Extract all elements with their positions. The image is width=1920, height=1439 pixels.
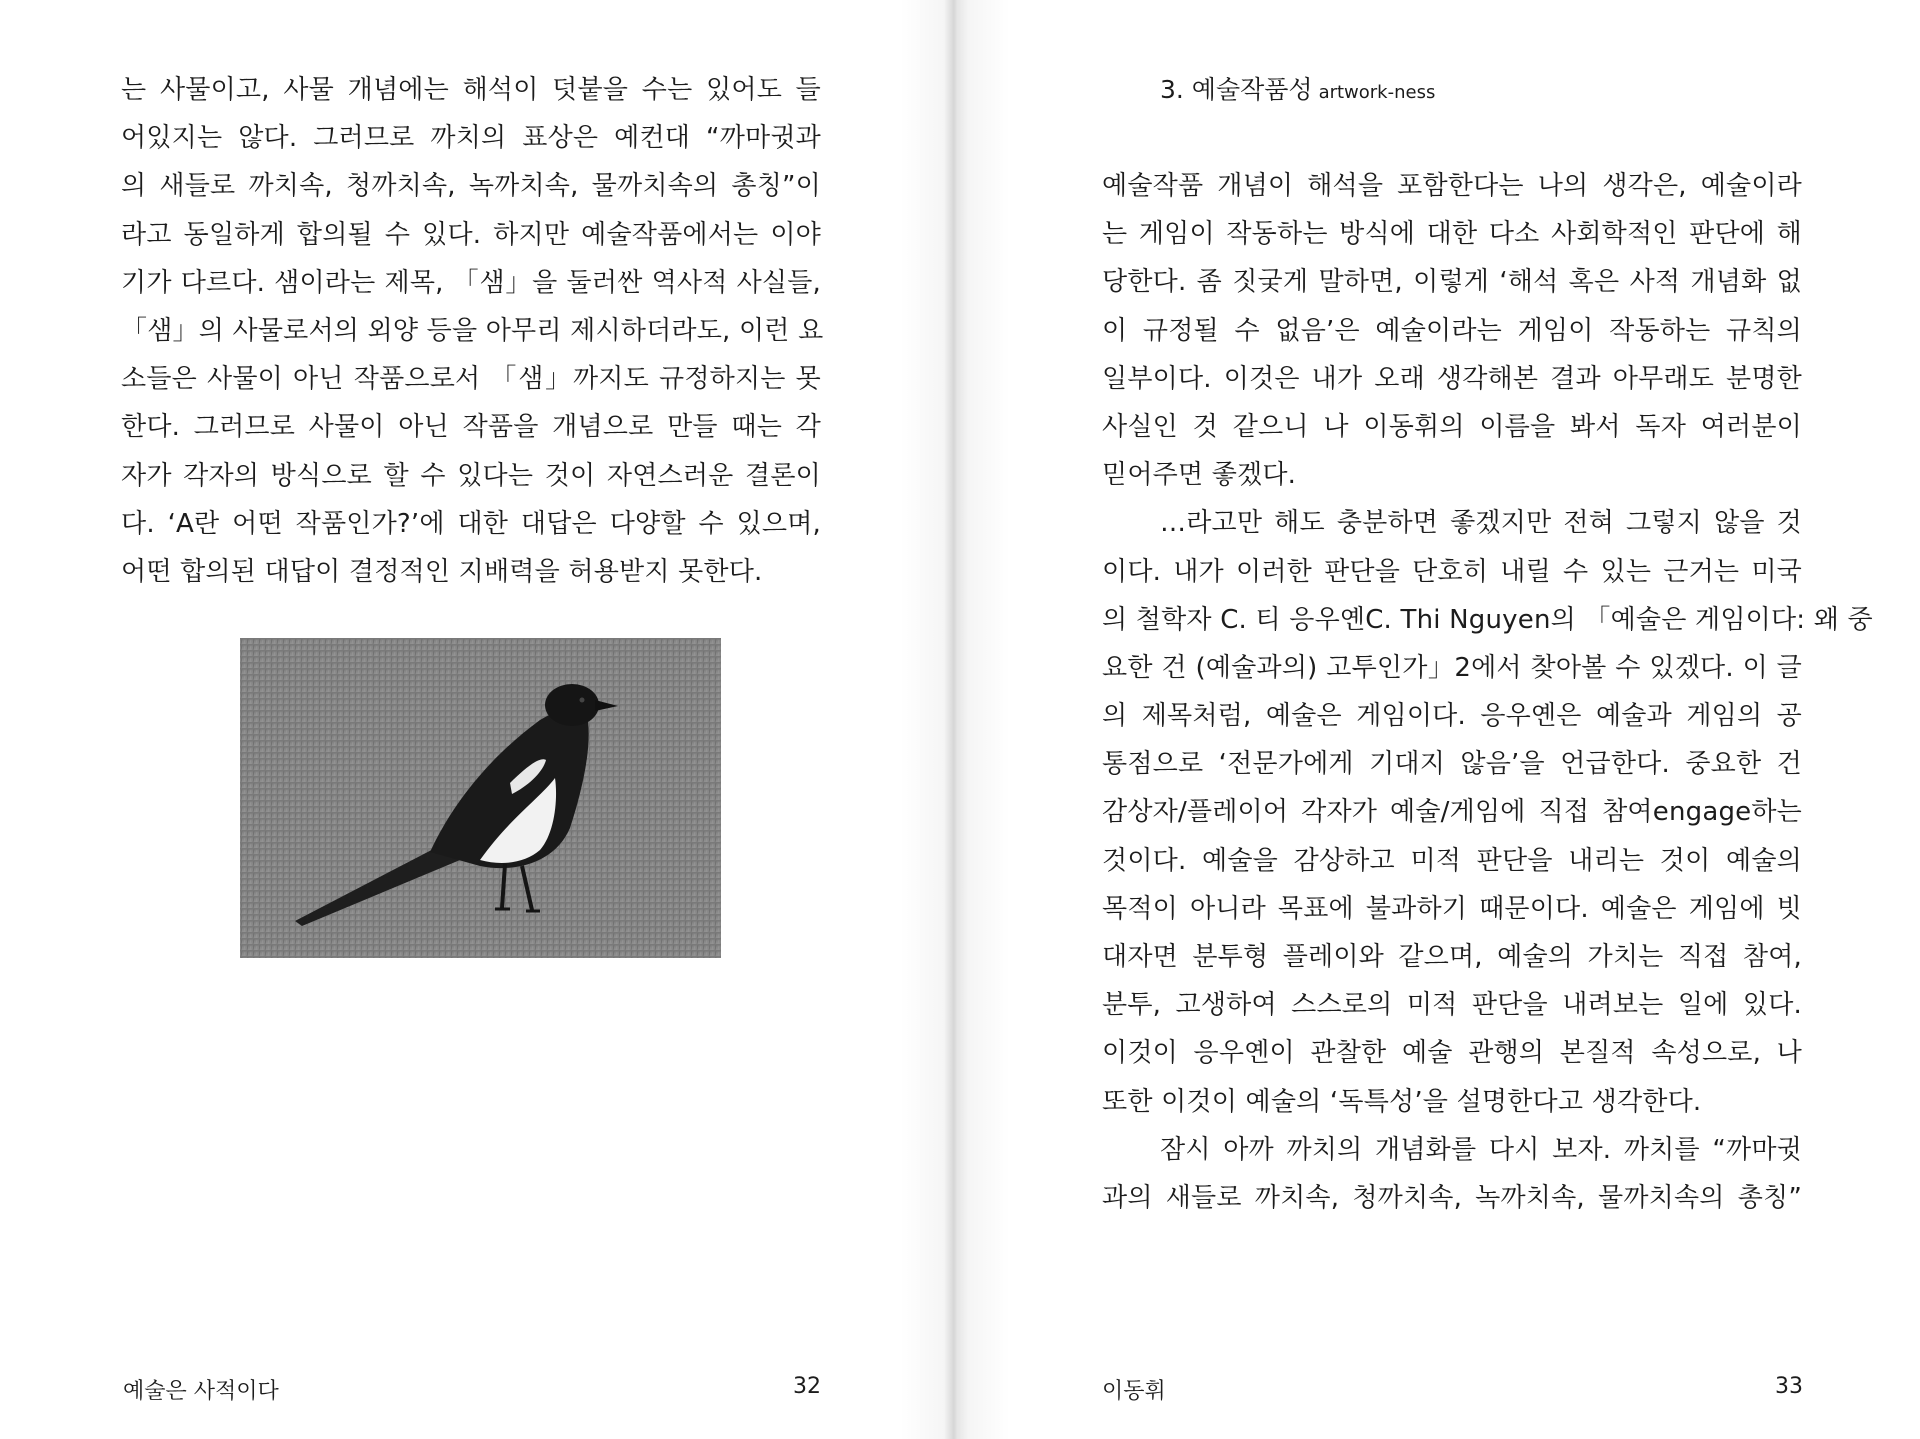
body-line: 소들은 사물이 아닌 작품으로서 「샘」까지도 규정하지는 못 xyxy=(121,364,821,395)
running-title: 예술은 사적이다 xyxy=(123,1379,279,1404)
body-line: 당한다. 좀 짓궂게 말하면, 이렇게 ‘해석 혹은 사적 개념화 없 xyxy=(1102,267,1802,298)
body-line: 한다. 그러므로 사물이 아닌 작품을 개념으로 만들 때는 각 xyxy=(121,412,821,443)
page-number: 32 xyxy=(793,1374,821,1399)
body-line: 또한 이것이 예술의 ‘독특성’을 설명한다고 생각한다. xyxy=(1102,1086,1702,1117)
body-line: 의 새들로 까치속, 청까치속, 녹까치속, 물까치속의 총칭”이 xyxy=(121,171,821,202)
section-title: 3. 예술작품성 xyxy=(1160,75,1313,104)
body-line: 다. ‘A란 어떤 작품인가?’에 대한 대답은 다양할 수 있으며, xyxy=(121,508,821,539)
running-author: 이동휘 xyxy=(1102,1379,1166,1404)
body-line: 라고 동일하게 합의될 수 있다. 하지만 예술작품에서는 이야 xyxy=(121,219,821,250)
body-line: 이 규정될 수 없음’은 예술이라는 게임이 작동하는 규칙의 xyxy=(1102,315,1802,346)
magpie-photo xyxy=(240,638,721,958)
body-line: 자가 각자의 방식으로 할 수 있다는 것이 자연스러운 결론이 xyxy=(121,460,821,491)
body-line: 기가 다르다. 샘이라는 제목, 「샘」을 둘러싼 역사적 사실들, xyxy=(121,267,821,298)
page-number: 33 xyxy=(1775,1374,1803,1399)
left-body-text xyxy=(121,66,824,596)
body-line: 예술작품 개념이 해석을 포함한다는 나의 생각은, 예술이라 xyxy=(1102,171,1802,201)
body-line: 는 사물이고, 사물 개념에는 해석이 덧붙을 수는 있어도 들 xyxy=(121,75,821,105)
body-line: 이다. 내가 이러한 판단을 단호히 내릴 수 있는 근거는 미국 xyxy=(1102,556,1802,587)
body-line: 대자면 분투형 플레이와 같으며, 예술의 가치는 직접 참여, xyxy=(1102,942,1802,972)
body-line: …라고만 해도 충분하면 좋겠지만 전혀 그렇지 않을 것 xyxy=(1160,508,1802,539)
left-page xyxy=(0,0,950,1439)
body-line: 어떤 합의된 대답이 결정적인 지배력을 허용받지 못한다. xyxy=(121,556,763,587)
section-heading xyxy=(1160,70,1435,106)
body-line: 는 게임이 작동하는 방식에 대한 다소 사회학적인 판단에 해 xyxy=(1102,219,1802,250)
body-line: 어있지는 않다. 그러므로 까치의 표상은 예컨대 “까마귓과 xyxy=(121,123,821,154)
body-line: 요한 건 (예술과의) 고투인가」2에서 찾아볼 수 있겠다. 이 글 xyxy=(1102,652,1802,683)
body-line: 이것이 응우옌이 관찰한 예술 관행의 본질적 속성으로, 나 xyxy=(1102,1038,1802,1069)
body-line: 통점으로 ‘전문가에게 기대지 않음’을 언급한다. 중요한 건 xyxy=(1102,749,1802,780)
body-line: 의 제목처럼, 예술은 게임이다. 응우옌은 예술과 게임의 공 xyxy=(1102,701,1802,732)
body-line: 잠시 아까 까치의 개념화를 다시 보자. 까치를 “까마귓 xyxy=(1160,1134,1802,1165)
body-line: 과의 새들로 까치속, 청까치속, 녹까치속, 물까치속의 총칭” xyxy=(1102,1182,1802,1213)
body-line: 것이다. 예술을 감상하고 미적 판단을 내리는 것이 예술의 xyxy=(1102,845,1802,876)
body-line: 분투, 고생하여 스스로의 미적 판단을 내려보는 일에 있다. xyxy=(1102,990,1802,1021)
section-english-term: artwork-ness xyxy=(1318,82,1436,103)
body-line: 목적이 아니라 목표에 불과하기 때문이다. 예술은 게임에 빗 xyxy=(1102,893,1802,924)
right-body-text xyxy=(1102,162,1873,1222)
body-line: 믿어주면 좋겠다. xyxy=(1102,460,1297,491)
body-line: 의 철학자 C. 티 응우옌C. Thi Nguyen의 「예술은 게임이다: 왜 중 xyxy=(1102,604,1873,635)
body-line: 사실인 것 같으니 나 이동휘의 이름을 봐서 독자 여러분이 xyxy=(1102,411,1802,442)
body-line: 「샘」의 사물로서의 외양 등을 아무리 제시하더라도, 이런 요 xyxy=(121,315,824,346)
body-line: 감상자/플레이어 각자가 예술/게임에 직접 참여engage하는 xyxy=(1102,797,1802,828)
body-line: 일부이다. 이것은 내가 오래 생각해본 결과 아무래도 분명한 xyxy=(1102,363,1802,394)
